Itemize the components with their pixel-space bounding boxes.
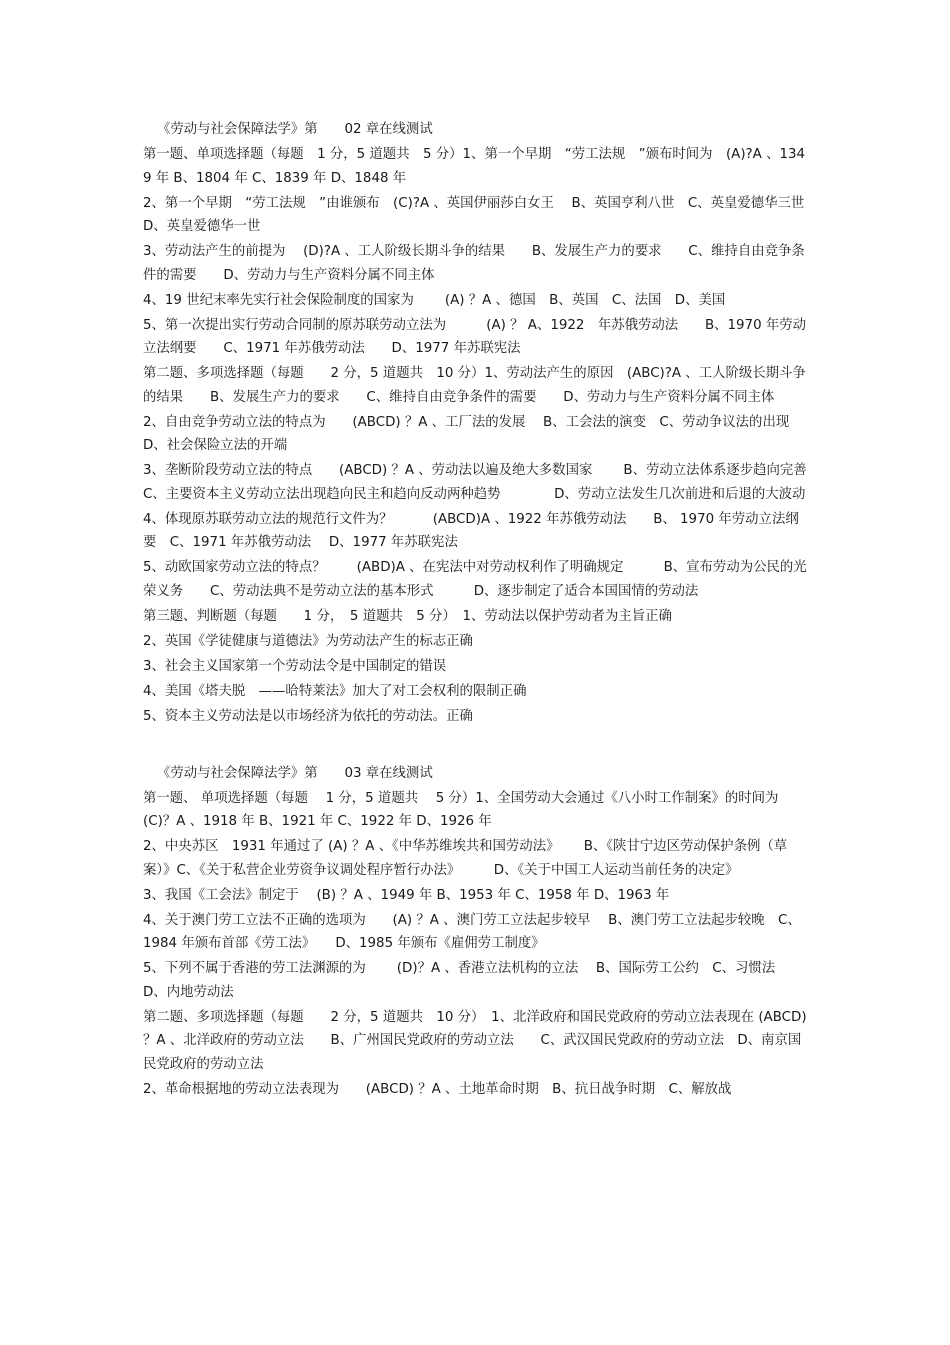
section1-paragraph: 3、垄断阶段劳动立法的特点 (ABCD) ？A 、劳动法以遍及绝大多数国家 B、劳动立法体系逐步趋向完善 C、主要资本主义劳动立法出现趋向民主和趋向反动两种趋势 D、劳动立法发生几次前进和后退的大波动 xyxy=(143,463,821,502)
section2-paragraph: 2、中央苏区 1931 年通过了 (A) ？A 、《中华苏维埃共和国劳动法》 B、《陕甘宁边区劳动保护条例（草案）》C、《关于私营企业劳资争议调处程序暂行办法》 D、《关于中国工人运动当前任务的决定》 xyxy=(143,839,788,878)
section1-paragraph: 3、劳动法产生的前提为 (D)?A 、工人阶级长期斗争的结果 B、发展生产力的要求 C、维持自由竞争条件的需要 D、劳动力与生产资料分属不同主体 xyxy=(143,244,805,283)
section2-title: 《劳动与社会保障法学》第 03 章在线测试 xyxy=(157,765,433,781)
section1-paragraph: 2、第一个早期 “劳工法规 ”由谁颁布 (C)?A 、英国伊丽莎白女王 B、英国亨利八世 C、英皇爱德华三世 D、英皇爱德华一世 xyxy=(143,195,818,234)
section2-paragraph: 3、我国《工会法》制定于 (B) ？A 、1949 年 B、1953 年 C、1958 年 D、1963 年 xyxy=(143,887,670,903)
section1-paragraph: 5、第一次提出实行劳动合同制的原苏联劳动立法为 (A) ？ A、1922 年苏俄劳动法 B、1970 年劳动立法纲要 C、1971 年苏俄劳动法 D、1977 年苏联宪法 xyxy=(143,317,807,356)
section1-paragraph: 3、社会主义国家第一个劳动法令是中国制定的错误 xyxy=(143,658,447,674)
section1-paragraph: 4、美国《塔夫脱 ——哈特莱法》加大了对工会权利的限制正确 xyxy=(143,683,527,699)
section1-paragraph: 2、自由竞争劳动立法的特点为 (ABCD) ？A 、工厂法的发展 B、工会法的演变 C、劳动争议法的出现 D、社会保险立法的开端 xyxy=(143,414,803,453)
section2-paragraph: 第一题、 单项选择题（每题 1 分，5 道题共 5 分）1、全国劳动大会通过《八小时工作制案》的时间为 (C)？A 、1918 年 B、1921 年 C、1922 年 D、1926 年 xyxy=(143,790,779,829)
section1-paragraph: 4、19 世纪末率先实行社会保险制度的国家为 (A) ？A 、德国 B、英国 C、法国 D、美国 xyxy=(143,292,726,308)
section2-paragraph: 第二题、多项选择题（每题 2 分，5 道题共 10 分） 1、北洋政府和国民党政府的劳动立法表现在 (ABCD) ？A 、北洋政府的劳动立法 B、广州国民党政府的劳动立法 C、武汉国民党政府的劳动立法 D、南京国民党政府的劳动立法 xyxy=(143,1009,807,1072)
section-spacer xyxy=(143,730,808,762)
section1-paragraph: 5、资本主义劳动法是以市场经济为依托的劳动法。正确 xyxy=(143,708,473,724)
section1-paragraph: 第一题、单项选择题（每题 1 分，5 道题共 5 分）1、第一个早期 “劳工法规 ”颁布时间为 (A)?A 、1349 年 B、1804 年 C、1839 年 D、1848 年 xyxy=(143,147,806,186)
section2-paragraph: 5、下列不属于香港的劳工法渊源的为 (D)？A 、香港立法机构的立法 B、国际劳工公约 C、习惯法 D、内地劳动法 xyxy=(143,961,789,1000)
section1-title: 《劳动与社会保障法学》第 02 章在线测试 xyxy=(157,122,433,137)
section2-paragraph: 4、关于澳门劳工立法不正确的选项为 (A) ？A 、澳门劳工立法起步较早 B、澳门劳工立法起步较晚 C、1984 年颁布首部《劳工法》 D、1985 年颁布《雇佣劳工制度》 xyxy=(143,912,801,951)
section1-paragraph: 2、英国《学徒健康与道德法》为劳动法产生的标志正确 xyxy=(143,633,473,649)
section1-paragraph: 4、体现原苏联劳动立法的规范行文件为？ (ABCD)A 、1922 年苏俄劳动法 B、 1970 年劳动立法纲要 C、1971 年苏俄劳动法 D、1977 年苏联宪法 xyxy=(143,511,799,550)
section1-paragraph: 第二题、多项选择题（每题 2 分，5 道题共 10 分）1、劳动法产生的原因 (ABC)?A 、工人阶级长期斗争的结果 B、发展生产力的要求 C、维持自由竞争条件的需要 D、劳动力与生产资料分属不同主体 xyxy=(143,366,806,405)
document-content xyxy=(143,118,821,1103)
section1-paragraph: 5、动欧国家劳动立法的特点？ (ABD)A 、在宪法中对劳动权利作了明确规定 B、宣布劳动为公民的光荣义务 C、劳动法典不是劳动立法的基本形式 D、逐步制定了适合本国国情的劳动法 xyxy=(143,560,807,599)
section1-paragraph: 第三题、判断题（每题 1 分， 5 道题共 5 分） 1、劳动法以保护劳动者为主旨正确 xyxy=(143,608,672,624)
section2-paragraph: 2、革命根据地的劳动立法表现为 (ABCD) ？A 、土地革命时期 B、抗日战争时期 C、解放战 xyxy=(143,1081,732,1097)
